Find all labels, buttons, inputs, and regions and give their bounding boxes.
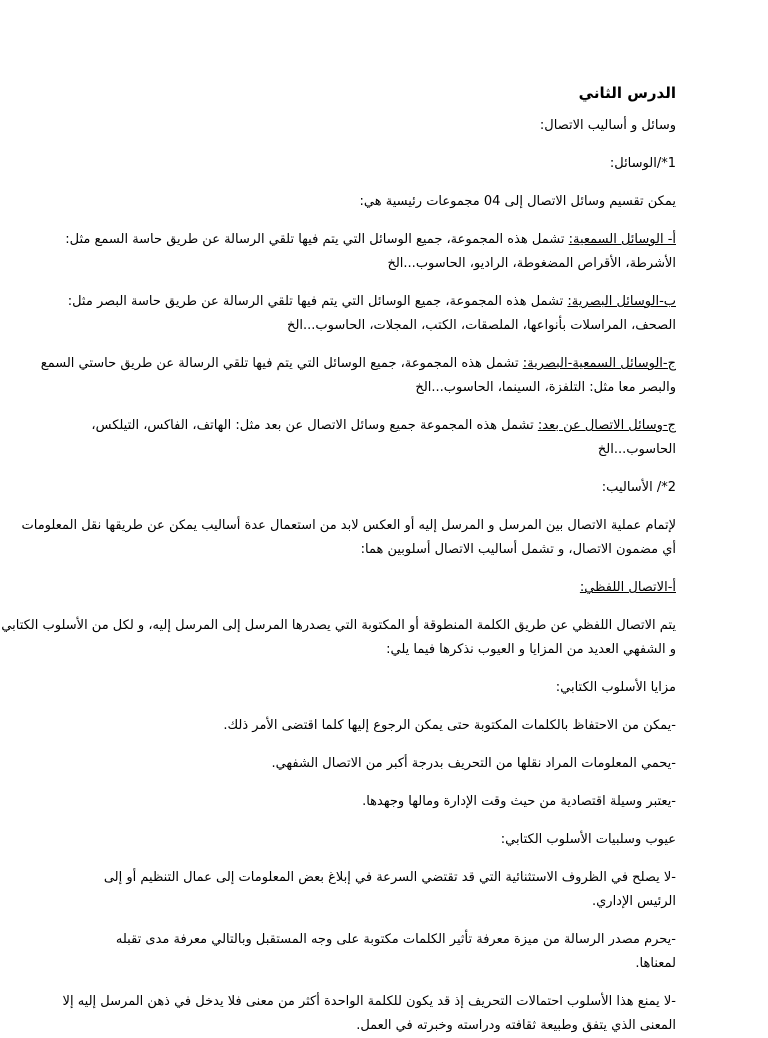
verbal-heading-row [88, 576, 676, 600]
section2-heading: 2*/ الأساليب: [601, 480, 676, 495]
disadvantage-item-3 [62, 990, 676, 1038]
group-audio-desc: تشمل هذه المجموعة، جميع الوسائل التي يتم فيها تلقي الرسالة عن طريق حاسة السمع مثل: [65, 232, 569, 247]
disadvantages-heading: عيوب وسلبيات الأسلوب الكتابي: [500, 832, 676, 847]
group-audio-label: أ- الوسائل السمعية: [568, 232, 676, 247]
methods-intro [21, 514, 676, 562]
methods-intro-line2: أي مضمون الاتصال، و تشمل أساليب الاتصال أسلوبين هما: [360, 542, 676, 557]
group-visual-line1 [67, 290, 676, 314]
advantage-item-1: -يمكن من الاحتفاظ بالكلمات المكتوبة حتى يمكن الرجوع إليها كلما اقتضى الأمر ذلك. [223, 718, 676, 733]
methods-intro-line1: لإتمام عملية الاتصال بين المرسل و المرسل إليه أو العكس لابد من استعمال عدة أساليب يمكن عن طريقها نقل المعلومات [21, 518, 676, 533]
group-audio-examples: الأشرطة، الأقراص المضغوطة، الراديو، الحاسوب...الخ [387, 256, 676, 271]
group-remote-examples: الحاسوب...الخ [597, 442, 676, 457]
verbal-heading: أ-الاتصال اللفظي: [579, 580, 676, 595]
group-audiovisual-examples: والبصر معا مثل: التلفزة، السينما، الحاسوب...الخ [415, 380, 676, 395]
group-visual [67, 290, 676, 338]
group-audiovisual-line1 [40, 352, 676, 376]
group-remote-desc: تشمل هذه المجموعة جميع وسائل الاتصال عن بعد مثل: الهاتف، الفاكس، التيلكس، [91, 418, 538, 433]
section1-heading: 1*/الوسائل: [609, 156, 676, 171]
verbal-paragraph-line2: و الشفهي العديد من المزايا و العيوب نذكرها فيما يلي: [386, 642, 676, 657]
advantages-heading: مزايا الأسلوب الكتابي: [555, 680, 676, 695]
group-visual-label: ب-الوسائل البصرية: [567, 294, 676, 309]
advantage-item-3: -يعتبر وسيلة اقتصادية من حيث وقت الإدارة ومالها وجهدها. [362, 794, 676, 809]
advantage-item-2: -يحمي المعلومات المراد نقلها من التحريف بدرجة أكبر من الاتصال الشفهي. [271, 756, 676, 771]
group-audio-line1 [65, 228, 676, 252]
disadvantage-item-1: -لا يصلح في الظروف الاستثنائية التي قد تقتضي السرعة في إبلاغ بعض المعلومات إلى عمال التنظيم أو إلى الرئيس الإداري. [103, 870, 676, 909]
group-remote-label: ج-وسائل الاتصال عن بعد: [537, 418, 676, 433]
lesson-title: الدرس الثاني [578, 84, 676, 102]
group-audiovisual-desc: تشمل هذه المجموعة، جميع الوسائل التي يتم فيها تلقي الرسالة عن طريق حاستي السمع [40, 356, 523, 371]
group-visual-desc: تشمل هذه المجموعة، جميع الوسائل التي يتم فيها تلقي الرسالة عن طريق حاسة البصر مثل: [67, 294, 568, 309]
group-remote-line1 [88, 414, 676, 438]
disadvantage-item-3-line1: -لا يمنع هذا الأسلوب احتمالات التحريف إذ قد يكون للكلمة الواحدة أكثر من معنى فلا يدخل في ذهن المرسل إليه إلا [62, 994, 676, 1009]
group-visual-examples: الصحف، المراسلات بأنواعها، الملصقات، الكتب، المجلات، الحاسوب...الخ [287, 318, 676, 333]
group-audio [65, 228, 676, 276]
verbal-paragraph [1, 614, 676, 662]
group-audiovisual [40, 352, 676, 400]
intro-paragraph: يمكن تقسيم وسائل الاتصال إلى 04 مجموعات رئيسية هي: [359, 194, 676, 209]
main-heading: وسائل و أساليب الاتصال: [539, 118, 676, 133]
verbal-paragraph-line1: يتم الاتصال اللفظي عن طريق الكلمة المنطوقة أو المكتوبة التي يصدرها المرسل إلى المرسل إليه، و لكل من الأسلوب الكتابي [1, 618, 676, 633]
group-remote [88, 414, 676, 462]
group-audiovisual-label: ج-الوسائل السمعية-البصرية: [522, 356, 676, 371]
disadvantage-item-2: -يحرم مصدر الرسالة من ميزة معرفة تأثير الكلمات مكتوبة على وجه المستقبل وبالتالي معرفة مدى تقبله لمعناها. [115, 932, 676, 971]
disadvantage-item-3-line2: المعنى الذي يتفق وطبيعة ثقافته ودراسته وخبرته في العمل. [356, 1018, 676, 1033]
